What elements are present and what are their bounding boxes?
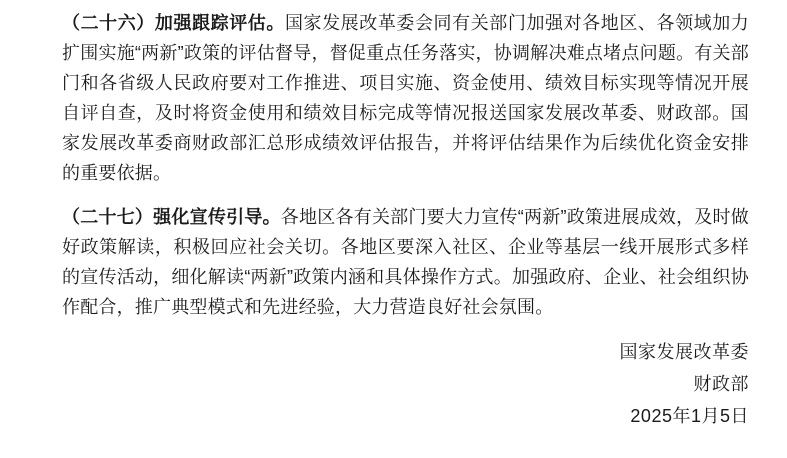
- signer-ndrc: 国家发展改革委: [619, 342, 749, 362]
- signature-date: 2025年1月5日: [630, 406, 749, 426]
- paragraph-27-body: 各地区各有关部门要大力宣传“两新”政策进展成效，及时做好政策解读，积极回应社会关切。各地区要深入社区、企业等基层一线开展形式多样的宣传活动，细化解读“两新”政策内涵和具体操作方式。加强政府、企业、社会组织协作配合，推广典型模式和先进经验，大力营造良好社会氛围。: [62, 207, 749, 317]
- signature-block: [62, 336, 749, 432]
- paragraph-26-body: 国家发展改革委会同有关部门加强对各地区、各领域加力扩围实施“两新”政策的评估督导，督促重点任务落实，协调解决难点堵点问题。有关部门和各省级人民政府要对工作推进、项目实施、资金使用、绩效目标实现等情况开展自评自查，及时将资金使用和绩效目标完成等情况报送国家发展改革委、财政部。国家发展改革委商财政部汇总形成绩效评估报告，并将评估结果作为后续优化资金安排的重要依据。: [62, 13, 749, 183]
- paragraph-27-heading: （二十七）强化宣传引导。: [62, 207, 281, 227]
- paragraph-section-27: [62, 202, 749, 322]
- paragraph-section-26: [62, 8, 749, 188]
- paragraph-26-heading: （二十六）加强跟踪评估。: [62, 13, 285, 33]
- signer-mof: 财政部: [693, 374, 749, 394]
